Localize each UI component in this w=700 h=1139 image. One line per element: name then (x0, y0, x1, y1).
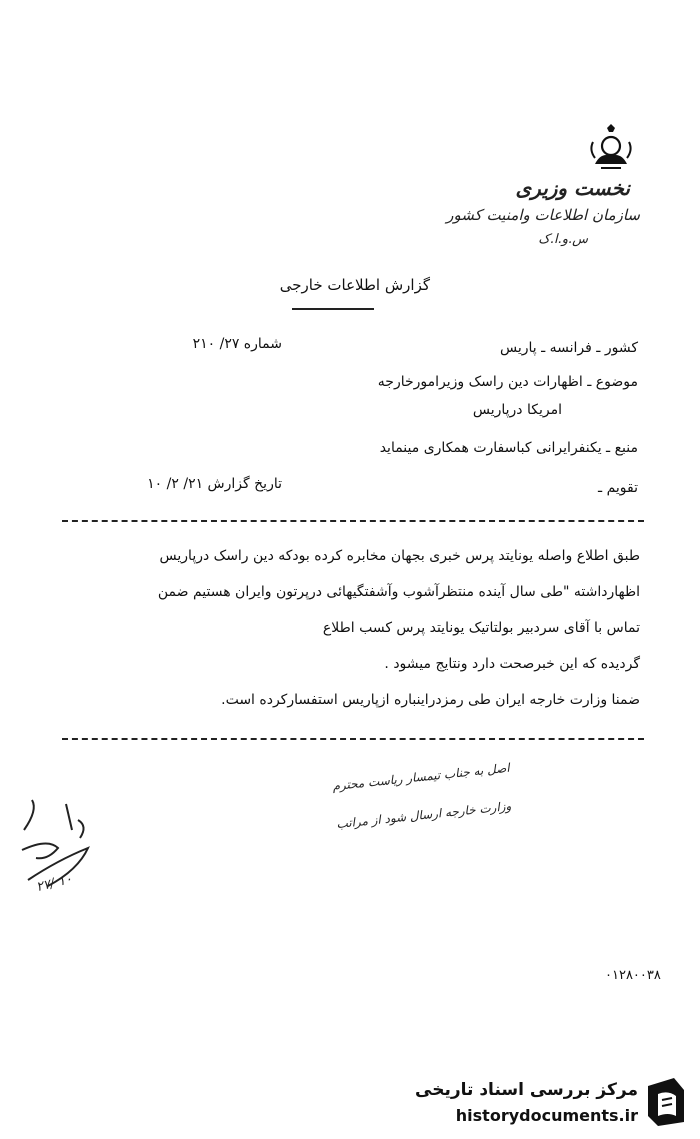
source-field: منبع ـ یکنفرایرانی کباسفارت همکاری مینماید (379, 440, 638, 456)
report-title: گزارش اطلاعات خارجی (279, 276, 430, 294)
subject-field: موضوع ـ اظهارات دین راسک وزیرامورخارجه (377, 374, 638, 390)
report-number: شماره ۲۷/ ۲۱۰ (192, 336, 282, 352)
subject-field-continued: امریکا درپاریس (472, 402, 562, 418)
evaluation-field: تقویم ـ (598, 480, 638, 496)
archive-logo-icon (644, 1076, 688, 1128)
handwritten-note-line-1: اصل به جناب تیمسار ریاست محترم (331, 760, 511, 794)
body-line-1: طبق اطلاع واصله یونایتد پرس خبری بجهان مخابره کرده بودکه دین راسک درپاریس (159, 548, 640, 564)
archive-url-link[interactable]: historydocuments.ir (455, 1106, 638, 1125)
separator-top (62, 520, 644, 522)
letterhead-organization: سازمان اطلاعات وامنیت کشور (446, 206, 640, 224)
title-underline (292, 308, 374, 310)
letterhead-ministry: نخست وزیری (515, 176, 630, 200)
report-date: تاریخ گزارش ۲۱/ ۲/ ۱۰ (147, 476, 282, 492)
separator-bottom (62, 738, 644, 740)
body-line-4: گردیده که این خبرصحت دارد ونتایج میشود . (384, 656, 640, 672)
handwritten-note-line-2: وزارت خارجه ارسال شود از مراتب (336, 798, 513, 832)
body-line-2: اظهارداشته "طی سال آینده منتظرآشوب وآشفتگیهائی درپرتون وایران هستیم ضمن (157, 584, 640, 600)
country-field: کشور ـ فرانسه ـ پاریس (499, 340, 638, 356)
letterhead-reference: س.و.ا.ک (538, 232, 588, 247)
handwritten-date: ۲۷/ ۱۰ (34, 871, 74, 896)
archive-footer (0, 1066, 700, 1139)
body-line-5: ضمنا وزارت خارجه ایران طی رمزدراینباره ازپاریس استفسارکرده است. (221, 692, 640, 708)
body-line-3: تماس با آقای سردبیر بولتاتیک یونایتد پرس کسب اطلاع (322, 620, 640, 636)
document-code: ۰۱۲۸۰۰۳۸ (605, 968, 661, 983)
archive-brand-name: مرکز بررسی اسناد تاریخی (415, 1080, 638, 1100)
lion-and-sun-emblem-icon (585, 124, 637, 172)
